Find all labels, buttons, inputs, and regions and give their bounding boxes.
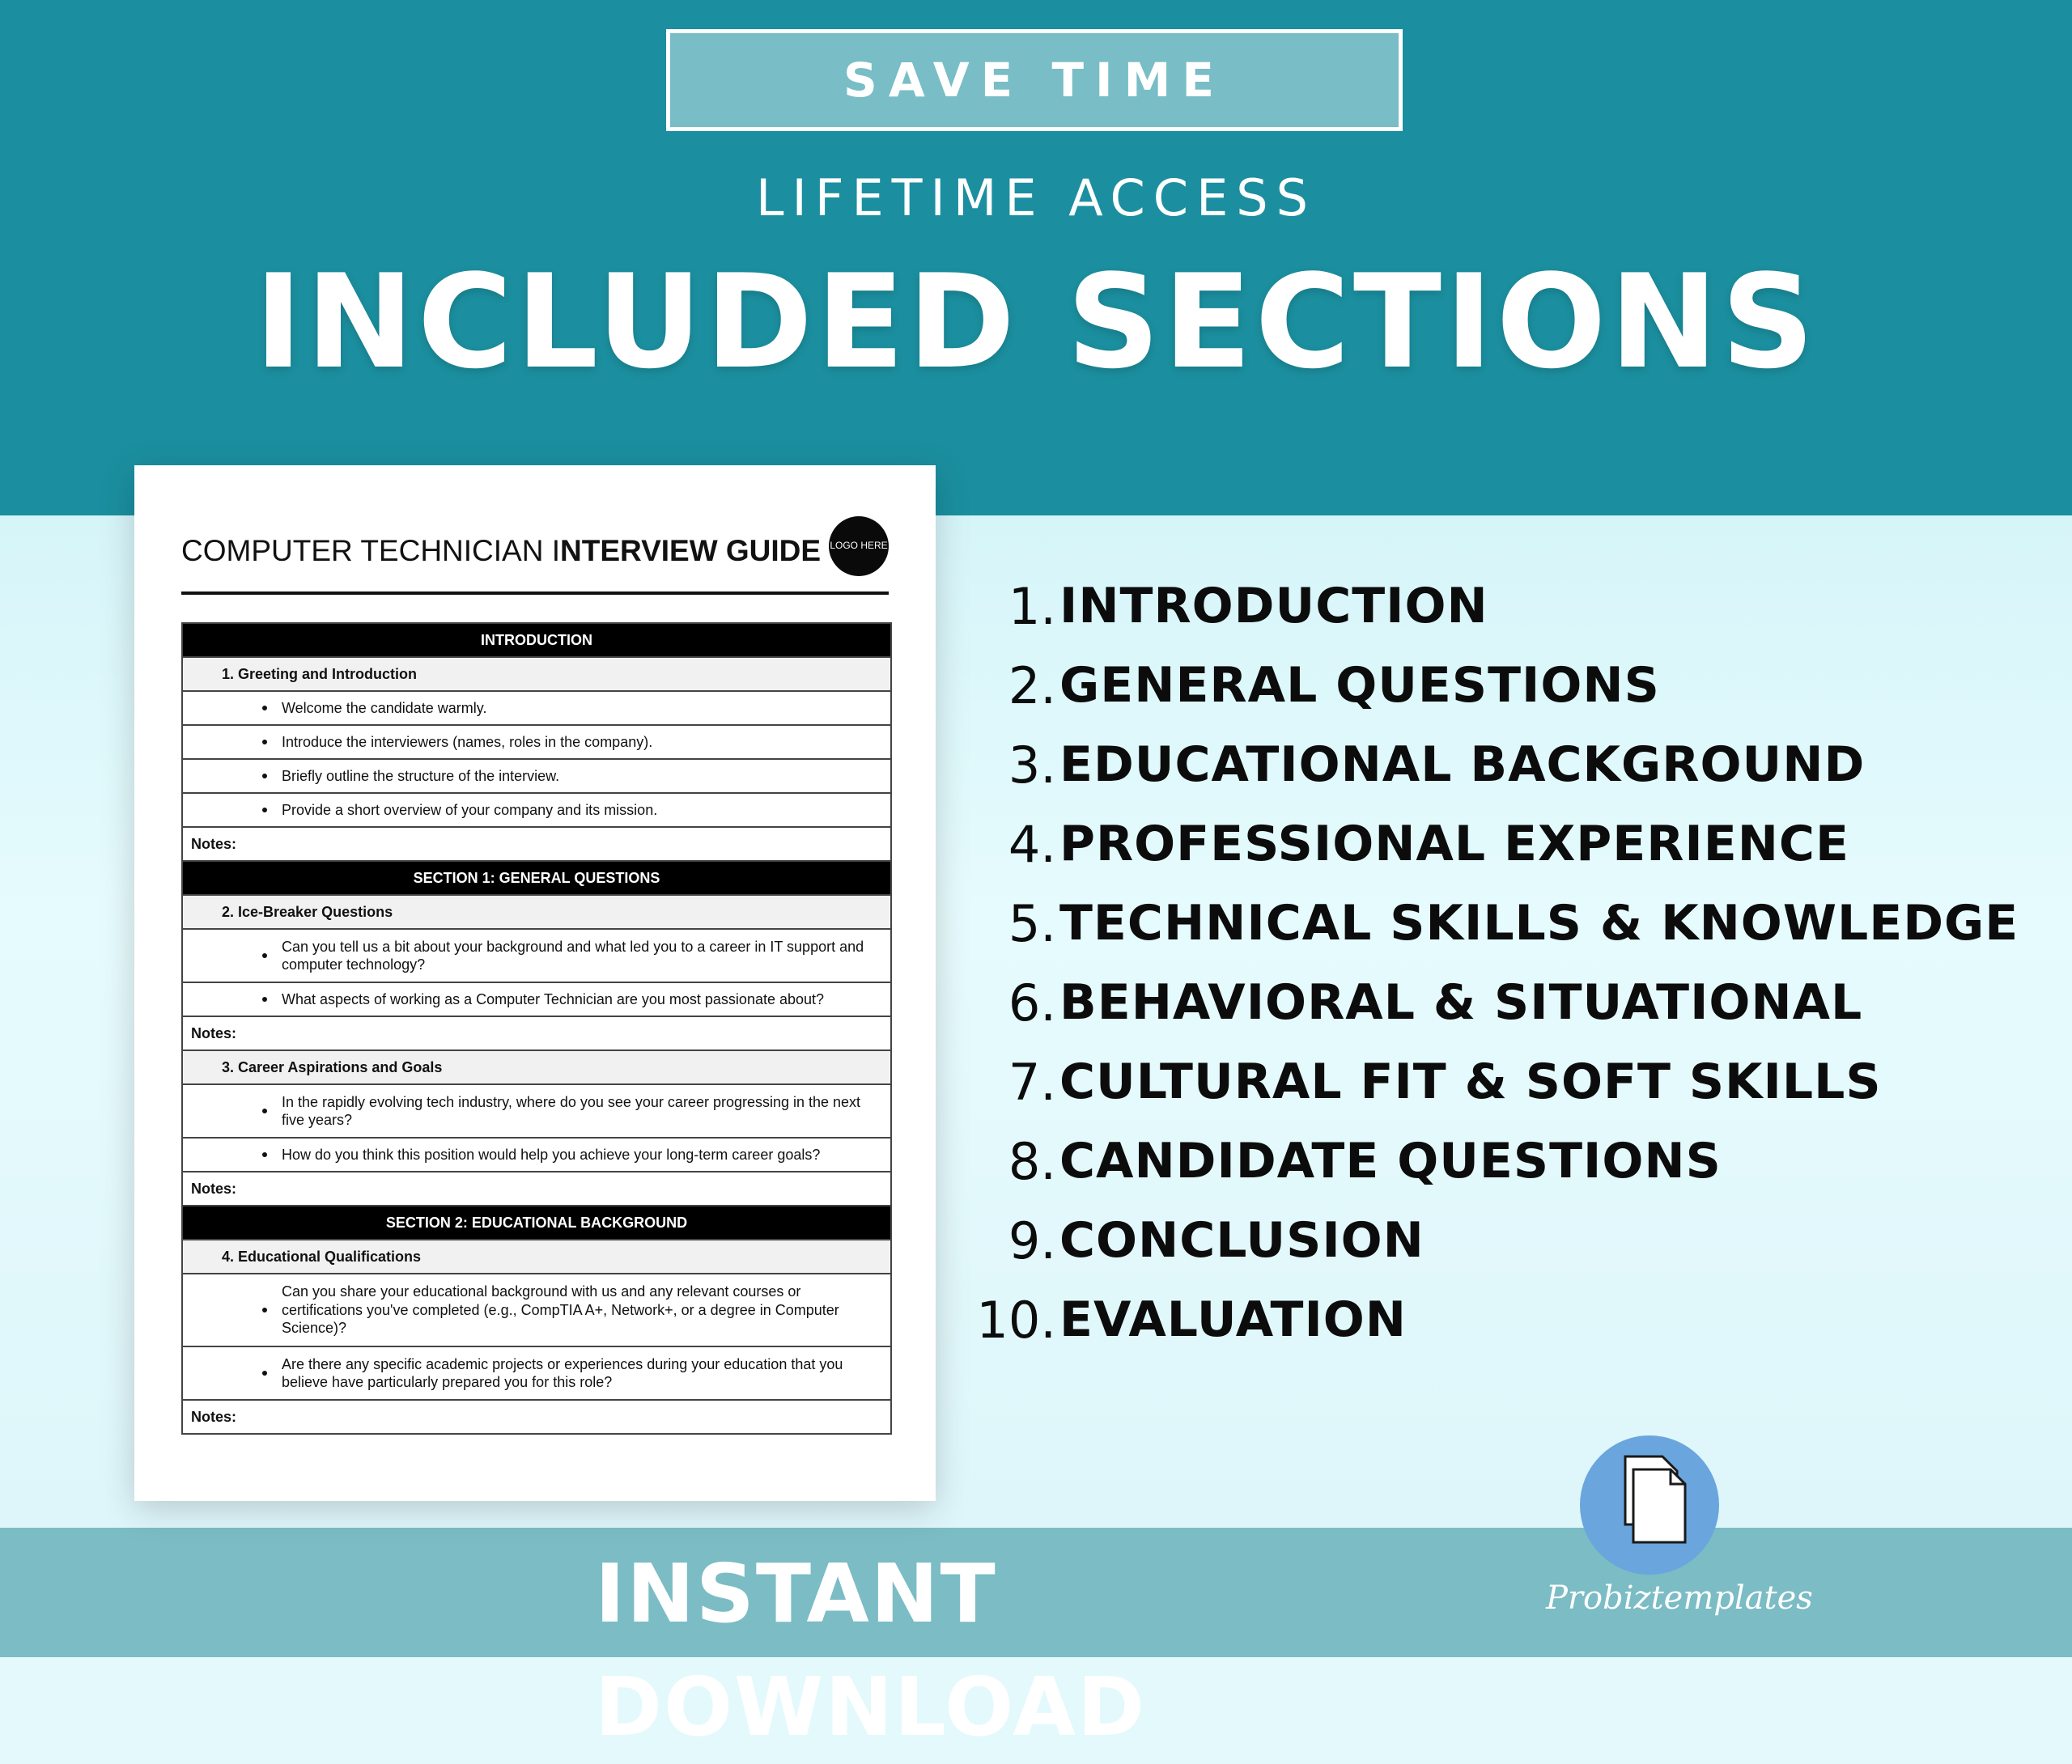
section-list-item <box>975 963 2052 1042</box>
row-text: Provide a short overview of your company and its mission. <box>282 801 658 818</box>
section-list-item <box>975 1042 2052 1122</box>
section-label: EDUCATIONAL BACKGROUND <box>1059 736 1866 793</box>
section-list-item <box>975 804 2052 884</box>
question-row <box>183 1274 890 1347</box>
document-title-bold: NTERVIEW GUIDE <box>560 534 822 567</box>
save-time-badge: SAVE TIME <box>666 29 1403 131</box>
document-preview <box>134 465 936 1501</box>
section-number: 2. <box>1008 655 1056 715</box>
section-number: 8. <box>1008 1131 1056 1191</box>
bullet-icon <box>262 808 267 812</box>
section-label: BEHAVIORAL & SITUATIONAL <box>1059 974 1863 1031</box>
row-text: How do you think this position would help you achieve your long-term career goals? <box>282 1146 821 1163</box>
section-label: TECHNICAL SKILLS & KNOWLEDGE <box>1059 895 2019 952</box>
section-list-item <box>975 566 2052 646</box>
instant-download-label: INSTANT DOWNLOAD <box>595 1546 1146 1754</box>
row-text: 4. Educational Qualifications <box>222 1248 422 1265</box>
section-list-item <box>975 646 2052 725</box>
interview-table <box>181 622 892 1435</box>
row-text: INTRODUCTION <box>481 631 592 648</box>
question-row <box>183 1139 890 1172</box>
section-list-item <box>975 1280 2052 1359</box>
section-number: 3. <box>1008 735 1056 795</box>
row-text: Notes: <box>191 835 237 852</box>
row-text: Can you tell us a bit about your background and what led you to a career in IT support and computer technology? <box>282 938 864 973</box>
question-row <box>183 983 890 1017</box>
row-text: 2. Ice-Breaker Questions <box>222 903 393 920</box>
row-text: Are there any specific academic projects or experiences during your education that you believe have particularly prepared you for this role? <box>282 1355 843 1390</box>
question-row <box>183 760 890 794</box>
notes-row <box>183 1017 890 1051</box>
section-list-item <box>975 1122 2052 1201</box>
included-sections-list <box>975 566 2052 1359</box>
row-text: Introduce the interviewers (names, roles in the company). <box>282 733 653 750</box>
brand-logo <box>1580 1435 1719 1575</box>
bullet-icon <box>262 774 267 778</box>
row-text: Welcome the candidate warmly. <box>282 699 487 716</box>
section-label: INTRODUCTION <box>1059 578 1488 634</box>
documents-icon <box>1580 1435 1719 1575</box>
row-text: Briefly outline the structure of the interview. <box>282 767 560 784</box>
section-label: CONCLUSION <box>1059 1212 1424 1269</box>
section-number: 9. <box>1008 1211 1056 1270</box>
notes-row <box>183 828 890 862</box>
row-text: Notes: <box>191 1024 237 1041</box>
lifetime-access-subtitle: LIFETIME ACCESS <box>756 168 1316 227</box>
row-text: 3. Career Aspirations and Goals <box>222 1058 443 1075</box>
question-group-row <box>183 1240 890 1274</box>
document-title-regular: COMPUTER TECHNICIAN I <box>181 534 561 567</box>
question-row <box>183 1347 890 1401</box>
section-label: PROFESSIONAL EXPERIENCE <box>1059 816 1849 872</box>
section-label: GENERAL QUESTIONS <box>1059 657 1660 714</box>
section-number: 1. <box>1008 576 1056 636</box>
notes-row <box>183 1401 890 1435</box>
section-number: 5. <box>1008 893 1056 953</box>
brand-name: Probiztemplates <box>1546 1580 1813 1617</box>
bullet-icon <box>262 1109 267 1113</box>
section-number: 4. <box>1008 814 1056 874</box>
section-list-item <box>975 725 2052 804</box>
document-title <box>181 534 821 568</box>
section-number: 10. <box>976 1290 1056 1350</box>
section-label: EVALUATION <box>1059 1291 1408 1348</box>
question-row <box>183 1085 890 1139</box>
row-text: Notes: <box>191 1408 237 1425</box>
section-label: CULTURAL FIT & SOFT SKILLS <box>1059 1054 1882 1110</box>
row-text: SECTION 1: GENERAL QUESTIONS <box>413 869 660 886</box>
row-text: 1. Greeting and Introduction <box>222 665 418 682</box>
row-text: Notes: <box>191 1180 237 1197</box>
question-row <box>183 930 890 983</box>
question-group-row <box>183 1051 890 1085</box>
bullet-icon <box>262 706 267 710</box>
section-header-row <box>183 862 890 896</box>
row-text: What aspects of working as a Computer Technician are you most passionate about? <box>282 990 825 1007</box>
bullet-icon <box>262 740 267 744</box>
question-row <box>183 692 890 726</box>
section-label: CANDIDATE QUESTIONS <box>1059 1133 1722 1189</box>
question-group-row <box>183 658 890 692</box>
question-row <box>183 794 890 828</box>
section-list-item <box>975 1201 2052 1280</box>
section-header-row <box>183 1206 890 1240</box>
bullet-icon <box>262 1308 267 1312</box>
bullet-icon <box>262 1152 267 1157</box>
row-text: In the rapidly evolving tech industry, where do you see your career progressing in the next five years? <box>282 1093 861 1128</box>
row-text: Can you share your educational background with us and any relevant courses or certifications you've completed (e.g., CompTIA A+, Network+, or a degree in Computer Science)? <box>282 1283 839 1337</box>
title-divider <box>181 592 889 595</box>
bullet-icon <box>262 953 267 958</box>
bullet-icon <box>262 1371 267 1376</box>
section-header-row <box>183 624 890 658</box>
bullet-icon <box>262 997 267 1002</box>
page-title: INCLUDED SECTIONS <box>254 246 1818 397</box>
section-list-item <box>975 884 2052 963</box>
section-number: 6. <box>1008 973 1056 1033</box>
section-number: 7. <box>1008 1052 1056 1112</box>
question-row <box>183 726 890 760</box>
logo-placeholder: LOGO HERE <box>829 516 889 576</box>
notes-row <box>183 1172 890 1206</box>
row-text: SECTION 2: EDUCATIONAL BACKGROUND <box>385 1214 688 1231</box>
question-group-row <box>183 896 890 930</box>
